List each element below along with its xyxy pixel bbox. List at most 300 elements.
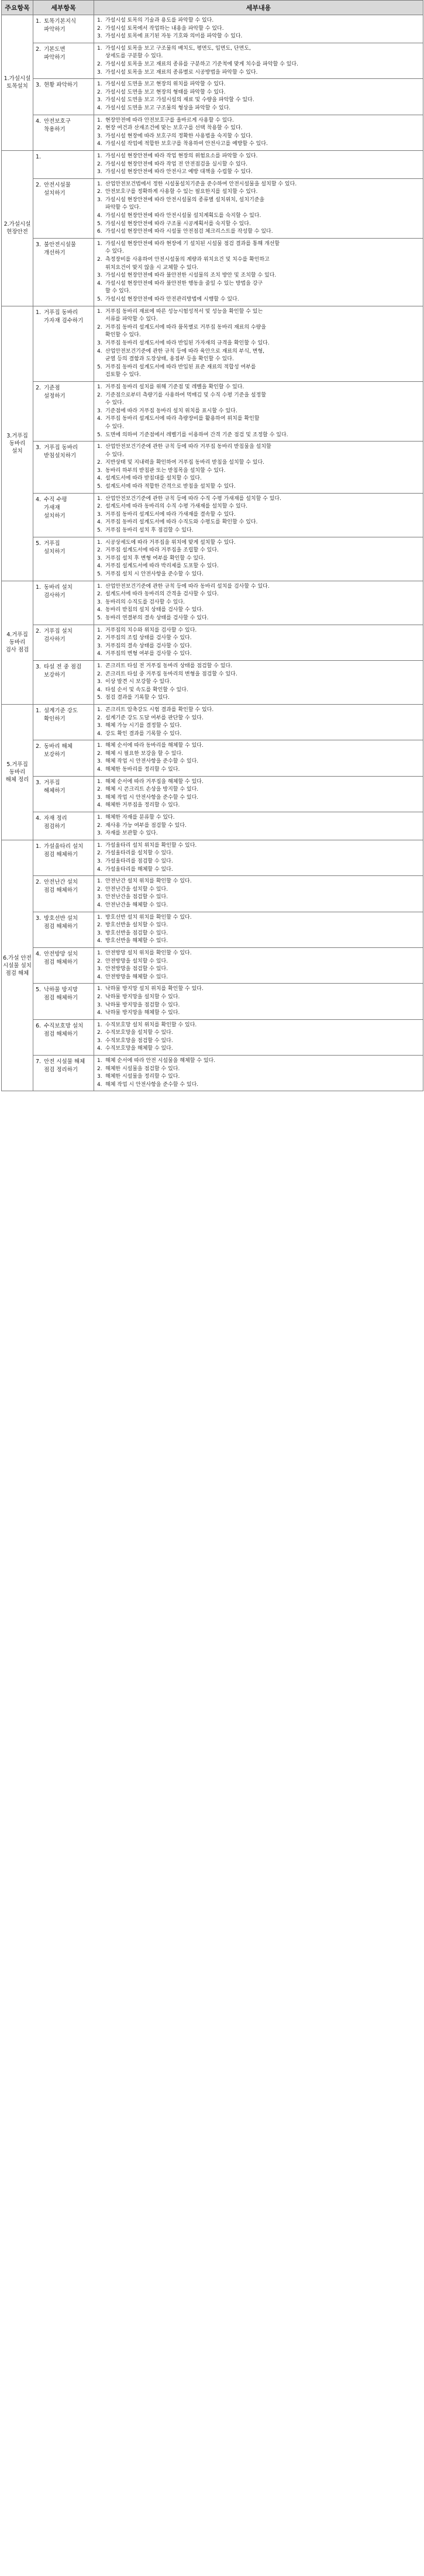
detail-item bbox=[97, 527, 420, 535]
detail-item-number: 3. bbox=[97, 273, 102, 279]
detail-item-number: 1. bbox=[97, 778, 102, 785]
sub-item-cell bbox=[33, 381, 94, 441]
detail-item bbox=[97, 96, 420, 105]
detail-item-number: 3. bbox=[97, 858, 102, 864]
detail-item bbox=[97, 894, 420, 902]
sub-item-number: 4. bbox=[36, 496, 42, 503]
detail-item-text: 해체한 자재를 분류할 수 있다. bbox=[105, 815, 175, 821]
detail-list bbox=[97, 985, 420, 1017]
detail-item-number: 1. bbox=[97, 986, 102, 992]
sub-item-cell bbox=[33, 912, 94, 947]
sub-item-number: 7. bbox=[36, 1058, 42, 1065]
detail-item-number: 2. bbox=[97, 591, 102, 598]
detail-item bbox=[97, 220, 420, 229]
detail-item-text: 재사용 가능 여부를 점검할 수 있다. bbox=[105, 822, 187, 829]
detail-item-number: 3. bbox=[97, 894, 102, 901]
detail-item bbox=[97, 168, 420, 177]
detail-item bbox=[97, 794, 420, 802]
detail-item bbox=[97, 615, 420, 623]
detail-item-number: 4. bbox=[97, 213, 102, 219]
detail-item-text: 해체 순서에 따라 안전 시설물을 해체할 수 있다. bbox=[105, 1058, 216, 1064]
sub-item-cell bbox=[33, 1056, 94, 1091]
detail-item bbox=[97, 133, 420, 141]
detail-item-text: 안전난간을 점검할 수 있다. bbox=[105, 894, 168, 901]
detail-item-text: 낙하물 방지망을 해체할 수 있다. bbox=[105, 1010, 180, 1016]
detail-item-text: 안전방망을 점검할 수 있다. bbox=[105, 966, 168, 973]
detail-item-number: 3. bbox=[97, 169, 102, 175]
detail-item bbox=[97, 117, 420, 125]
detail-list bbox=[97, 443, 420, 491]
detail-item-number: 4. bbox=[97, 141, 102, 147]
detail-item-text: 가설시설 도면을 보고 가설시설의 재료 및 수량을 파악할 수 있다. bbox=[105, 97, 254, 104]
main-item-cell: 3.거푸집 동바리 설치 bbox=[2, 306, 33, 581]
detail-item-number: 2. bbox=[97, 750, 102, 757]
table-row bbox=[2, 776, 423, 812]
detail-item-number: 3. bbox=[97, 723, 102, 729]
sub-item-cell bbox=[33, 704, 94, 740]
detail-item-number: 1. bbox=[97, 495, 102, 502]
detail-item-text: 해체한 시설물을 점검할 수 있다. bbox=[105, 1065, 180, 1072]
detail-item bbox=[97, 392, 420, 408]
table-row bbox=[2, 493, 423, 537]
detail-item-number: 1. bbox=[97, 663, 102, 669]
detail-item-number: 2. bbox=[97, 324, 102, 330]
detail-item-number: 2. bbox=[97, 958, 102, 964]
detail-item-number: 3. bbox=[97, 33, 102, 40]
detail-item-text: 안전방망 설치 위치를 확인할 수 있다. bbox=[105, 950, 192, 956]
detail-item-number: 3. bbox=[97, 794, 102, 801]
detail-item-number: 2. bbox=[97, 886, 102, 892]
detail-item-number: 3. bbox=[97, 643, 102, 649]
detail-item bbox=[97, 730, 420, 739]
detail-item bbox=[97, 950, 420, 958]
detail-item bbox=[97, 1037, 420, 1046]
detail-list bbox=[97, 914, 420, 946]
detail-item bbox=[97, 324, 420, 340]
detail-item bbox=[97, 483, 420, 491]
detail-item-text: 거푸집 동바리 설계도서에 따라 반입된 가자재의 규격을 확인할 수 있다. bbox=[105, 340, 270, 346]
detail-item-text: 가설울타리 설치 위치를 확인할 수 있다. bbox=[105, 842, 197, 849]
detail-item bbox=[97, 348, 420, 364]
detail-item-text: 해체한 거푸집을 정리할 수 있다. bbox=[105, 802, 180, 809]
detail-item bbox=[97, 706, 420, 715]
detail-item-number: 2. bbox=[97, 787, 102, 793]
detail-item-text: 거푸집의 변형 여부를 검사할 수 있다. bbox=[105, 651, 192, 657]
table-row bbox=[2, 1056, 423, 1091]
detail-item-text: 가설시설 현장안전에 따라 불안전한 행동을 줄일 수 있는 방법을 강구 할 수 있다. bbox=[105, 280, 263, 295]
detail-item-text: 안전난간을 해체할 수 있다. bbox=[105, 902, 168, 908]
detail-list bbox=[97, 181, 420, 236]
sub-item-label: 방호선반 설치 점검 해체하기 bbox=[44, 915, 78, 930]
detail-item-text: 설계도서에 따라 받침대를 설치할 수 있다. bbox=[105, 475, 202, 482]
detail-item-number: 1. bbox=[97, 743, 102, 749]
detail-item bbox=[97, 125, 420, 133]
main-item-cell: 6.가설 안전 시설물 설치 점검 해체 bbox=[2, 840, 33, 1091]
detail-item-text: 해체한 동바리를 정리할 수 있다. bbox=[105, 767, 180, 773]
detail-item-text: 낙하물 방지망 설치 위치를 확인할 수 있다. bbox=[105, 986, 204, 992]
sub-item-label: 수직보호망 설치 점검 해체하기 bbox=[44, 1022, 84, 1037]
detail-list bbox=[97, 742, 420, 774]
detail-item-number: 3. bbox=[97, 511, 102, 518]
detail-item-text: 해체 순서에 따라 거푸집을 해체할 수 있다. bbox=[105, 778, 204, 785]
table-row bbox=[2, 1019, 423, 1055]
sub-item-number: 5. bbox=[36, 987, 42, 994]
detail-item bbox=[97, 814, 420, 822]
detail-item-number: 2. bbox=[97, 922, 102, 929]
table-row bbox=[2, 704, 423, 740]
detail-item bbox=[97, 786, 420, 794]
sub-item-number: 1. bbox=[36, 153, 42, 160]
sub-item-number: 2. bbox=[36, 627, 42, 634]
detail-cell bbox=[94, 581, 423, 625]
detail-item-number: 1. bbox=[97, 444, 102, 450]
detail-item bbox=[97, 902, 420, 910]
detail-item-text: 방호선반을 설치할 수 있다. bbox=[105, 922, 168, 929]
sub-item-label: 안전난간 설치 점검 해체하기 bbox=[44, 879, 78, 894]
detail-item-number: 1. bbox=[97, 627, 102, 633]
detail-item bbox=[97, 432, 420, 440]
detail-item bbox=[97, 878, 420, 886]
table-row bbox=[2, 840, 423, 875]
table-row bbox=[2, 442, 423, 494]
detail-item-number: 3. bbox=[97, 1074, 102, 1080]
detail-list bbox=[97, 117, 420, 149]
detail-list bbox=[97, 814, 420, 838]
detail-cell bbox=[94, 178, 423, 238]
detail-item-number: 2. bbox=[97, 1030, 102, 1036]
detail-item-text: 가설시설 현장안전에 따라 안전사고 예방 대책을 수립할 수 있다. bbox=[105, 169, 253, 175]
detail-list bbox=[97, 81, 420, 112]
detail-item bbox=[97, 161, 420, 169]
sub-item-cell bbox=[33, 625, 94, 660]
detail-item bbox=[97, 766, 420, 774]
detail-item-number: 1. bbox=[97, 815, 102, 821]
sub-item-cell bbox=[33, 740, 94, 776]
detail-item bbox=[97, 985, 420, 994]
main-item-cell: 2.가설시설 현장안전 bbox=[2, 150, 33, 306]
detail-item-number: 4. bbox=[97, 563, 102, 570]
detail-item bbox=[97, 1029, 420, 1037]
detail-cell bbox=[94, 1019, 423, 1055]
detail-item-text: 해체 시 필요한 보강을 할 수 있다. bbox=[105, 750, 184, 757]
sub-item-label: 낙하물 방지망 점검 해체하기 bbox=[44, 987, 78, 1002]
sub-item-label: 안전보호구 착용하기 bbox=[44, 118, 71, 133]
detail-item-text: 방호선반을 점검할 수 있다. bbox=[105, 930, 168, 936]
header-detail: 세부내용 bbox=[94, 1, 423, 15]
detail-item-number: 1. bbox=[97, 1022, 102, 1028]
detail-item-number: 1. bbox=[97, 950, 102, 956]
detail-item-text: 해체 순서에 따라 동바리를 해체할 수 있다. bbox=[105, 743, 204, 749]
detail-item bbox=[97, 415, 420, 431]
sub-item-cell bbox=[33, 840, 94, 875]
detail-item bbox=[97, 503, 420, 511]
detail-item-text: 가설시설 토목의 기술과 용도를 파악할 수 있다. bbox=[105, 18, 214, 23]
detail-list bbox=[97, 17, 420, 41]
sub-item-label: 안전 시설물 해체 점검 정리하기 bbox=[44, 1058, 85, 1074]
detail-item-text: 시공상세도에 따라 거푸집을 위치에 맞게 설치할 수 있다. bbox=[105, 539, 236, 546]
detail-item-number: 1. bbox=[97, 181, 102, 187]
detail-item-text: 거푸집의 치수와 위치를 검사할 수 있다. bbox=[105, 627, 197, 633]
sub-item-number: 4. bbox=[36, 815, 42, 822]
table-row bbox=[2, 115, 423, 150]
detail-item bbox=[97, 627, 420, 635]
detail-cell bbox=[94, 537, 423, 581]
sub-item-cell bbox=[33, 660, 94, 704]
detail-item-number: 2. bbox=[97, 850, 102, 857]
detail-item-number: 2. bbox=[97, 715, 102, 721]
detail-item-number: 1. bbox=[97, 706, 102, 713]
sub-item-label: 거푸집 동바리 받침설치하기 bbox=[44, 444, 78, 460]
sub-item-number: 3. bbox=[36, 663, 42, 670]
detail-cell bbox=[94, 704, 423, 740]
detail-item-text: 콘크리트 타설 중 거푸집 동바리의 변형을 점검할 수 있다. bbox=[105, 671, 237, 677]
main-item-cell: 5.거푸집 동바리 해체 정리 bbox=[2, 704, 33, 840]
detail-item bbox=[97, 188, 420, 196]
detail-item bbox=[97, 17, 420, 25]
detail-item bbox=[97, 408, 420, 416]
detail-cell bbox=[94, 776, 423, 812]
detail-cell bbox=[94, 912, 423, 947]
header-sub-item: 세부항목 bbox=[33, 1, 94, 15]
detail-item-number: 3. bbox=[97, 830, 102, 837]
detail-item-text: 방호선반을 해체할 수 있다. bbox=[105, 938, 168, 944]
table-header bbox=[2, 1, 423, 15]
sub-item-cell bbox=[33, 876, 94, 912]
detail-item bbox=[97, 61, 420, 69]
detail-list bbox=[97, 627, 420, 658]
detail-item-text: 타설 순서 및 속도를 확인할 수 있다. bbox=[105, 687, 188, 693]
detail-item bbox=[97, 228, 420, 236]
detail-item-number: 4. bbox=[97, 938, 102, 944]
sub-item-number: 1. bbox=[36, 309, 42, 316]
detail-item-number: 5. bbox=[97, 527, 102, 534]
sub-item-number: 1. bbox=[36, 584, 42, 591]
detail-list bbox=[97, 878, 420, 909]
detail-list bbox=[97, 240, 420, 304]
detail-item-number: 2. bbox=[97, 994, 102, 1000]
detail-item-text: 거푸집 동바리 설계도서에 따라 가새재를 결속할 수 있다. bbox=[105, 511, 236, 518]
sub-item-number: 1. bbox=[36, 707, 42, 714]
detail-item bbox=[97, 1073, 420, 1081]
sub-item-number: 4. bbox=[36, 950, 42, 957]
detail-item-text: 거푸집 동바리 설계도서에 따라 품목별로 거푸집 동바리 재료의 수량을 확인할 수 있다. bbox=[105, 324, 267, 339]
detail-item-number: 4. bbox=[97, 866, 102, 873]
sub-item-number: 3. bbox=[36, 779, 42, 786]
detail-cell bbox=[94, 43, 423, 78]
detail-item bbox=[97, 340, 420, 348]
detail-item bbox=[97, 634, 420, 643]
detail-list bbox=[97, 583, 420, 623]
detail-item-number: 1. bbox=[97, 240, 102, 247]
sub-item-number: 1. bbox=[36, 843, 42, 850]
detail-item bbox=[97, 1022, 420, 1030]
detail-item-number: 3. bbox=[97, 966, 102, 973]
detail-item-text: 거푸집 동바리 설치를 위해 기준점 및 레벨을 확인할 수 있다. bbox=[105, 384, 244, 390]
detail-item-number: 5. bbox=[97, 296, 102, 302]
detail-item-text: 가설시설 토목을 보고 재료의 종류별로 시공방법을 파악할 수 있다. bbox=[105, 69, 258, 75]
detail-item-text: 산업안전보건기준에 관한 규칙 등에 따라 수직 수평 가새재를 설치할 수 있다. bbox=[105, 495, 281, 502]
detail-item-text: 동바리 연결부의 결속 상태를 검사할 수 있다. bbox=[105, 615, 209, 621]
detail-item bbox=[97, 678, 420, 687]
sub-item-number: 2. bbox=[36, 743, 42, 750]
sub-item-number: 6. bbox=[36, 1022, 42, 1029]
detail-item-number: 4. bbox=[97, 475, 102, 482]
detail-item-number: 3. bbox=[97, 97, 102, 104]
detail-cell bbox=[94, 840, 423, 875]
detail-item bbox=[97, 495, 420, 504]
detail-item bbox=[97, 583, 420, 591]
detail-item-text: 안전난간을 설치할 수 있다. bbox=[105, 886, 168, 892]
detail-item-text: 거푸집 설치 시 안전사항을 준수할 수 있다. bbox=[105, 571, 204, 577]
detail-cell bbox=[94, 15, 423, 43]
detail-item-number: 2. bbox=[97, 671, 102, 677]
detail-item-text: 기준점에 따라 거푸집 동바리 설치 위치를 표시할 수 있다. bbox=[105, 408, 237, 414]
table-row bbox=[2, 178, 423, 238]
detail-cell bbox=[94, 306, 423, 381]
detail-item bbox=[97, 81, 420, 89]
sub-item-cell bbox=[33, 178, 94, 238]
detail-item-text: 가설시설 현장안전에 따라 안전관리방법에 시행할 수 있다. bbox=[105, 296, 239, 302]
sub-item-label: 자재 정리 점검하기 bbox=[44, 815, 67, 830]
detail-list bbox=[97, 308, 420, 380]
detail-item-text: 거푸집 설계도서에 따라 박리제를 도포할 수 있다. bbox=[105, 563, 219, 570]
detail-cell bbox=[94, 79, 423, 115]
sub-item-label: 토목기본지식 파악하기 bbox=[44, 18, 77, 33]
detail-item-text: 점검 결과를 기록할 수 있다. bbox=[105, 695, 170, 701]
detail-item-text: 자재를 보관할 수 있다. bbox=[105, 830, 158, 837]
table-row bbox=[2, 660, 423, 704]
detail-item-number: 4. bbox=[97, 1046, 102, 1052]
detail-item-text: 수직보호망을 점검할 수 있다. bbox=[105, 1037, 173, 1044]
sub-item-number: 2. bbox=[36, 46, 42, 53]
detail-item-text: 수직보호망 설치 위치를 확인할 수 있다. bbox=[105, 1022, 197, 1028]
sub-item-label: 거푸집 해체하기 bbox=[44, 779, 66, 794]
detail-item-number: 3. bbox=[97, 758, 102, 765]
sub-item-number: 3. bbox=[36, 444, 42, 451]
sub-item-label: 안전시설물 설치하기 bbox=[44, 181, 71, 196]
table-row bbox=[2, 912, 423, 947]
detail-item-text: 가설시설 토목을 보고 재료의 종류를 구분하고 기준척에 맞게 치수를 파악할 수 있다. bbox=[105, 61, 298, 67]
detail-item bbox=[97, 663, 420, 671]
detail-item-text: 가설울타리를 해체할 수 있다. bbox=[105, 866, 173, 873]
detail-item-text: 콘크리트 압축강도 시험 결과를 확인할 수 있다. bbox=[105, 706, 214, 713]
detail-item-text: 수직보호망을 해체할 수 있다. bbox=[105, 1046, 173, 1052]
detail-item bbox=[97, 25, 420, 33]
detail-item-text: 가설시설 현장안전에 따라 시설물 안전점검 체크리스트를 작성할 수 있다. bbox=[105, 229, 273, 235]
detail-item bbox=[97, 886, 420, 894]
detail-item bbox=[97, 443, 420, 459]
table-row bbox=[2, 812, 423, 840]
detail-item-number: 2. bbox=[97, 161, 102, 167]
detail-item-text: 가설울타리를 설치할 수 있다. bbox=[105, 850, 173, 857]
sub-item-cell bbox=[33, 984, 94, 1019]
detail-item bbox=[97, 866, 420, 874]
detail-item-text: 현장안전에 따라 안전보호구를 올바르게 사용할 수 있다. bbox=[105, 117, 234, 123]
detail-item-number: 1. bbox=[97, 914, 102, 920]
detail-item-number: 3. bbox=[97, 408, 102, 414]
header-main-item: 주요항목 bbox=[2, 1, 33, 15]
detail-item-number: 1. bbox=[97, 308, 102, 315]
detail-item-number: 3. bbox=[97, 467, 102, 474]
sub-item-label: 거푸집 동바리 가자재 검수하기 bbox=[44, 309, 84, 324]
detail-item-number: 1. bbox=[97, 45, 102, 51]
table-row bbox=[2, 306, 423, 381]
detail-item bbox=[97, 922, 420, 930]
table-row bbox=[2, 625, 423, 660]
detail-item bbox=[97, 914, 420, 922]
detail-item-text: 안전방망을 설치할 수 있다. bbox=[105, 958, 168, 964]
sub-item-number: 2. bbox=[36, 879, 42, 886]
detail-cell bbox=[94, 740, 423, 776]
table-row bbox=[2, 876, 423, 912]
detail-item-text: 안전방망을 해체할 수 있다. bbox=[105, 974, 168, 980]
detail-item-text: 안전난간 설치 위치를 확인할 수 있다. bbox=[105, 878, 192, 885]
sub-item-cell bbox=[33, 442, 94, 494]
detail-item-number: 4. bbox=[97, 730, 102, 737]
sub-item-number: 3. bbox=[36, 241, 42, 248]
sub-item-number: 1. bbox=[36, 18, 42, 25]
sub-item-cell bbox=[33, 150, 94, 178]
sub-item-label: 안전방망 설치 점검 해체하기 bbox=[44, 950, 78, 965]
detail-item-text: 거푸집 동바리 설계도서에 따라 수직도와 수평도를 확인할 수 있다. bbox=[105, 519, 258, 526]
detail-item bbox=[97, 1009, 420, 1018]
page bbox=[1, 0, 423, 1091]
detail-item bbox=[97, 643, 420, 651]
detail-item-number: 4. bbox=[97, 1081, 102, 1088]
detail-item-text: 가설시설 도면을 보고 현장의 형태를 파악할 수 있다. bbox=[105, 89, 226, 95]
detail-list bbox=[97, 842, 420, 874]
detail-cell bbox=[94, 442, 423, 494]
detail-item bbox=[97, 181, 420, 189]
detail-item-number: 5. bbox=[97, 220, 102, 227]
detail-item-text: 산업안전보건기준에 관한 규칙 등에 따라 육안으로 재료의 부식, 변형, 균열 등의 결함과 도장상태, 용접부 등을 확인할 수 있다. bbox=[105, 348, 265, 363]
detail-cell bbox=[94, 493, 423, 537]
detail-cell bbox=[94, 876, 423, 912]
table-row bbox=[2, 947, 423, 983]
detail-item bbox=[97, 140, 420, 149]
detail-item-number: 4. bbox=[97, 902, 102, 908]
detail-item bbox=[97, 687, 420, 695]
detail-item bbox=[97, 778, 420, 787]
sub-item-cell bbox=[33, 1019, 94, 1055]
detail-item-text: 가설시설 현장안전에 따라 불안전한 시설물의 조치 방안 및 조치할 수 있다. bbox=[105, 273, 277, 279]
detail-item bbox=[97, 153, 420, 161]
detail-item-number: 5. bbox=[97, 364, 102, 370]
sub-item-label: 타설 전 중 점검 보강하기 bbox=[44, 663, 82, 678]
detail-item-number: 1. bbox=[97, 81, 102, 88]
sub-item-label: 거푸집 설치하기 bbox=[44, 540, 66, 555]
detail-item-number: 4. bbox=[97, 802, 102, 809]
detail-list bbox=[97, 1057, 420, 1089]
detail-item-number: 2. bbox=[97, 504, 102, 510]
detail-item-number: 4. bbox=[97, 105, 102, 111]
sub-item-cell bbox=[33, 581, 94, 625]
table-row bbox=[2, 79, 423, 115]
detail-item bbox=[97, 650, 420, 658]
detail-item-text: 기준점으로부터 측량기를 사용하여 먹매김 및 수직 수평 기준을 설정할 수 있다. bbox=[105, 392, 267, 406]
detail-item-text: 콘크리트 타설 전 거푸집 동바리 상태를 점검할 수 있다. bbox=[105, 663, 233, 669]
detail-item-number: 4. bbox=[97, 280, 102, 287]
detail-item bbox=[97, 467, 420, 475]
detail-item-number: 4. bbox=[97, 607, 102, 613]
detail-item-number: 5. bbox=[97, 615, 102, 621]
detail-item-number: 1. bbox=[97, 18, 102, 23]
detail-item bbox=[97, 539, 420, 547]
detail-item-text: 가설시설 현장안전에 따라 안전시설물 설치계획도를 숙지할 수 있다. bbox=[105, 213, 261, 219]
detail-item bbox=[97, 519, 420, 527]
detail-item-number: 5. bbox=[97, 432, 102, 438]
detail-list bbox=[97, 1022, 420, 1053]
